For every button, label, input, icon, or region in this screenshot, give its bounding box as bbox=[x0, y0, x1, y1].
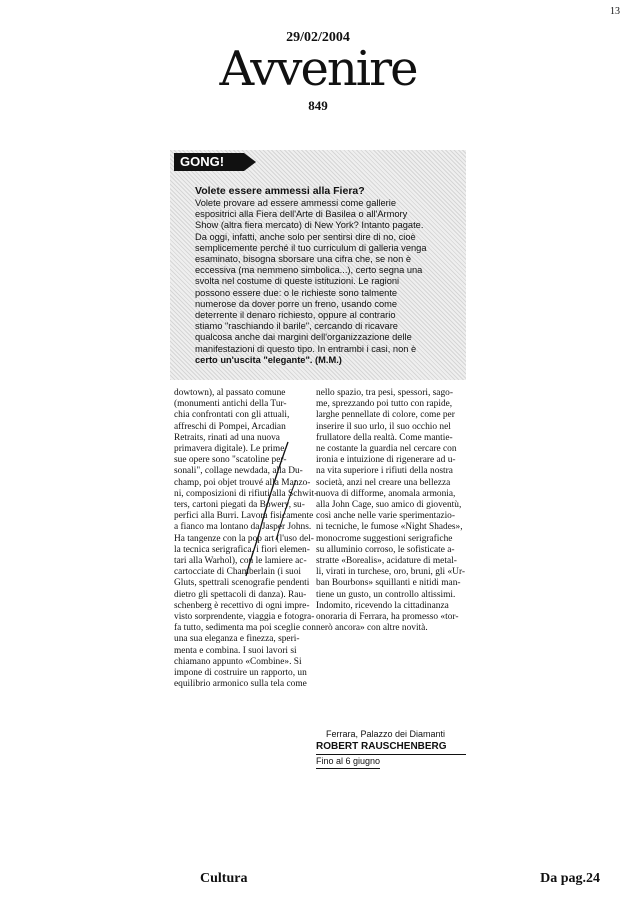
section-label: Cultura bbox=[200, 871, 248, 886]
gong-title: Volete essere ammessi alla Fiera? bbox=[195, 185, 365, 197]
issue-number: 849 bbox=[308, 98, 328, 113]
exhibition-venue: Ferrara, Palazzo dei Diamanti bbox=[326, 729, 446, 739]
pen-annotation-mark bbox=[238, 440, 308, 580]
page-number: 13 bbox=[610, 6, 620, 17]
gong-tag: GONG! bbox=[174, 153, 244, 171]
article-column-left: dowtown), al passato comune (monumenti antichi della Tur- chia confrontati con gli attuali, affreschi di Pompei, Arcadian Retraits, rinati ad una nuova primavera digitale). Le prime sue opere sono "scatoline per- sonali", collage newdada, alla Du- champ, poi objet trouvé alla Manzo- ni, composizioni di rifiuti alla Schwit- ters, cartoni piegati da Bowery, su- perfici alla Burri. Lavora fisicamente a fianco ma lontano da Jasper Johns. Ha tangenze con la pop art (l'uso del- la tecnica serigrafica, i fiori elemen- tari alla Warhol), con le lamiere ac- cartocciate di Chamberlain (i suoi Gluts, spettrali scenografie pendenti dietro gli spettacoli di danza). Rau- schenberg è recettivo di ogni impre- visto sorprendente, viaggia e fotogra- fa tutto, sedimenta ma poi sceglie con una sua eleganza e finezza, speri- menta e combina. I suoi lavori si chiamano appunto «Combine». Si impone di costruire un rapporto, un equilibrio armonico sulla tela come bbox=[174, 388, 318, 690]
publication-date: 29/02/2004 bbox=[286, 30, 350, 45]
continued-from-label: Da pag.24 bbox=[540, 871, 600, 886]
gong-text: Volete provare ad essere ammessi come gallerie espositrici alla Fiera dell'Arte di Basilea o all'Armory Show (altra fiera mercato) di New York? Intanto pagate. Da oggi, infatti, anche solo per sentirsi dire di no, cioè semplicemente perché il tuo curriculum di galleria venga esaminato, bisogna sborsare una cifra che, se non è eccessiva (ma nemmeno simbolica...), certo segna una svolta nel costume di queste istituzioni. Le ragioni possono essere due: o le richieste sono talmente numerose da dover porre un freno, usando come deterrente il denaro richiesto, oppure al contrario stiamo "raschiando il barile", cercando di ricavare qualcosa anche dai margini dell'organizzazione delle manifestazioni di questo tipo. In entrambi i casi, non è certo un'uscita "elegante". (M.M.) bbox=[195, 198, 427, 365]
exhibition-artist: ROBERT RAUSCHENBERG bbox=[316, 741, 466, 755]
article-column-right: nello spazio, tra pesi, spessori, sago- me, sprezzando poi tutto con rapide, larghe pennellate di colore, come per inserire il suo urlo, il suo occhio nel frullatore della realtà. Come mantie- ne costante la guardia nel cercare con ironia e intuizione di rigenerare ad u- na vita superiore i rifiuti della nostra società, anzi nel creare una bellezza nuova di difforme, anomala armonia, alla John Cage, suo amico di gioventù, così anche nelle varie sperimentazio- ni tecniche, le fumose «Night Shades», monocrome suggestioni serigrafiche su alluminio corroso, le sofisticate a- stratte «Borealis», acidature di metal- li, virati in turchese, oro, bruni, gli «Ur- ban Bourbons» squillanti e nitidi man- tiene un gusto, un controllo altissimi. Indomito, ricevendo la cittadinanza onoraria di Ferrara, ha promesso «tor- nerò ancora» con altre novità. bbox=[316, 388, 465, 634]
masthead-logo: Avvenire bbox=[219, 41, 417, 97]
exhibition-dates: Fino al 6 giugno bbox=[316, 756, 380, 769]
